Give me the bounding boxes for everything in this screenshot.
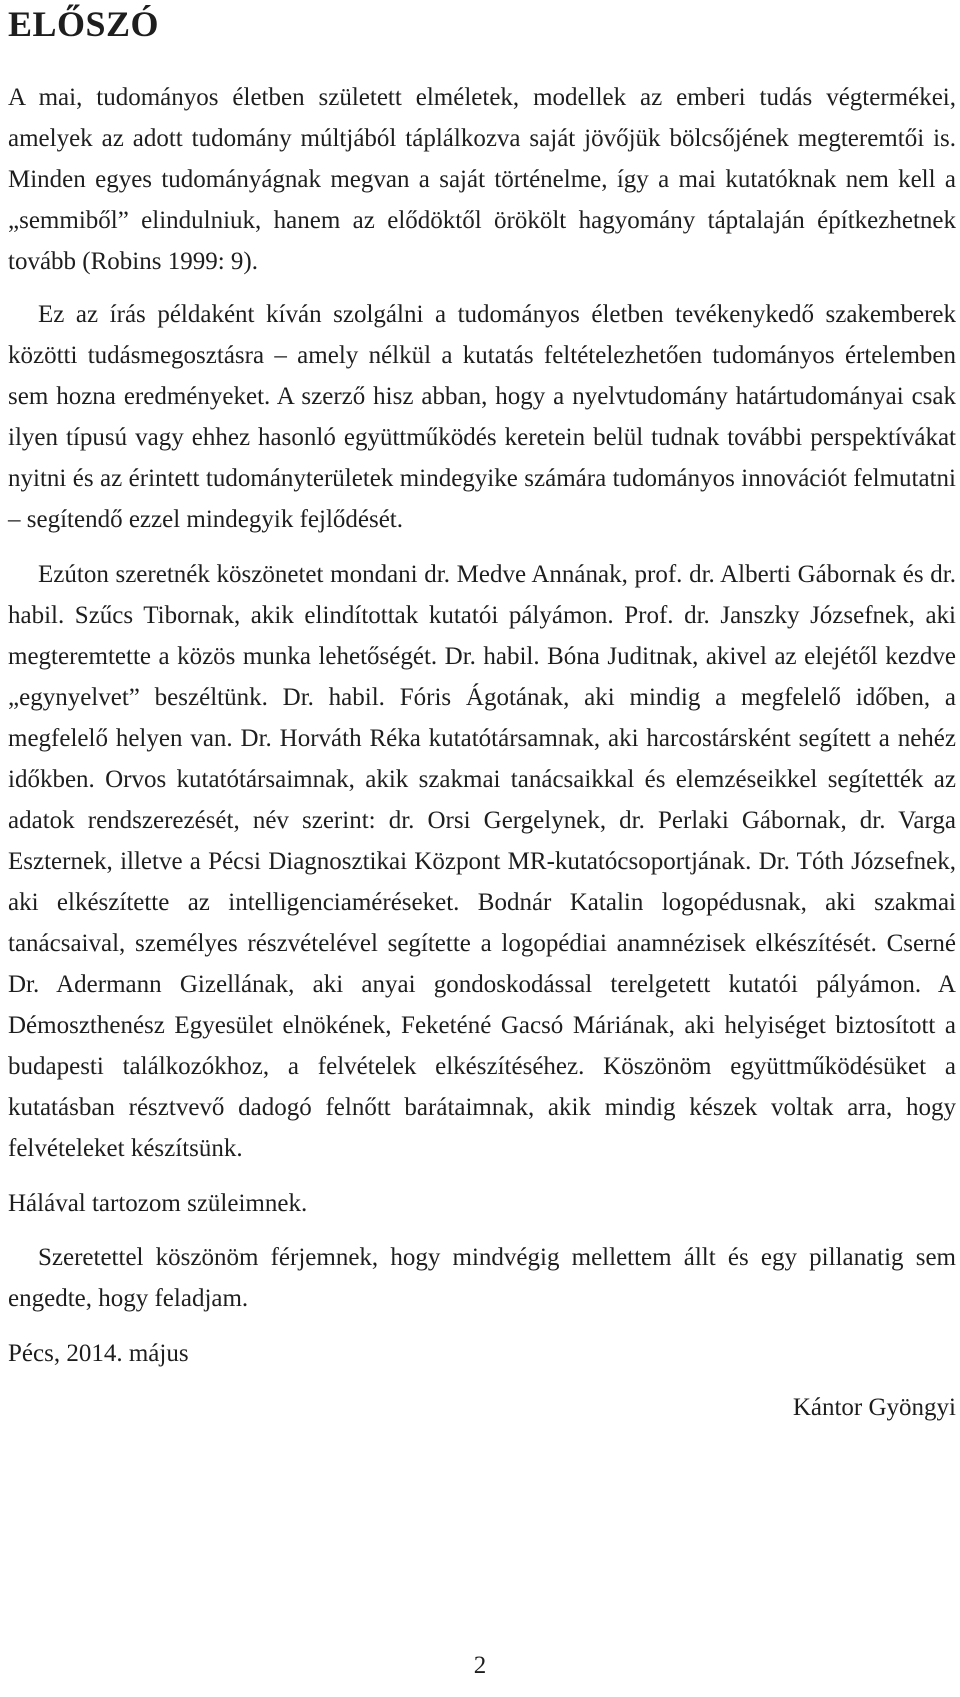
paragraph-purpose: Ez az írás példaként kíván szolgálni a tudományos életben tevékenykedő szakemberek közötti tudásmegosztásra – amely nélkül a kutatás feltételezhetően tudományos értelemben sem hozna eredményeket. A szerző hisz abban, hogy a nyelvtudomány határtudományai csak ilyen típusú vagy ehhez hasonló együttműködés keretein belül tudnak további perspektívákat nyitni és az érintett tudományterületek mindegyike számára tudományos innovációt felmutatni – segítendő ezzel mindegyik fejlődését.: [8, 301, 956, 533]
page-title: ELŐSZÓ: [8, 4, 160, 44]
document-page: [8, 0, 956, 1428]
page-number: 2: [473, 1652, 487, 1679]
author-signature: Kántor Gyöngyi: [792, 1394, 956, 1421]
paragraph-parents: Hálával tartozom szüleimnek.: [8, 1190, 308, 1217]
paragraph-intro: A mai, tudományos életben született elméletek, modellek az emberi tudás végtermékei, amelyek az adott tudomány múltjából táplálkozva saját jövőjük bölcsőjének megteremtői is. Minden egyes tudományágnak megvan a saját történelme, így a mai kutatóknak nem kell a „semmiből” elindulniuk, hanem az elődöktől örökölt hagyomány táptalaján építkezhetnek tovább (Robins 1999: 9).: [8, 84, 956, 275]
paragraph-husband: Szeretettel köszönöm férjemnek, hogy mindvégig mellettem állt és egy pillanatig sem engedte, hogy feladjam.: [8, 1244, 956, 1312]
paragraph-acknowledgements: Ezúton szeretnék köszönetet mondani dr. Medve Annának, prof. dr. Alberti Gábornak és dr. habil. Szűcs Tibornak, akik elindítottak kutatói pályámon. Prof. dr. Janszky Józsefnek, aki megteremtette a közös munka lehetőségét. Dr. habil. Bóna Juditnak, akivel az elejétől kezdve „egynyelvet” beszéltünk. Dr. habil. Fóris Ágotának, aki mindig a megfelelő időben, a megfelelő helyen van. Dr. Horváth Réka kutatótársamnak, aki harcostársként segített a nehéz időkben. Orvos kutatótársaimnak, akik szakmai tanácsaikkal és elemzéseikkel segítették az adatok rendszerezését, név szerint: dr. Orsi Gergelynek, dr. Perlaki Gábornak, dr. Varga Eszternek, illetve a Pécsi Diagnosztikai Központ MR-kutatócsoportjának. Dr. Tóth Józsefnek, aki elkészítette az intelligenciaméréseket. Bodnár Katalin logopédusnak, aki szakmai tanácsaival, személyes részvételével segítette a logopédiai anamnézisek elkészítését. Cserné Dr. Adermann Gizellának, aki anyai gondoskodással terelgetett kutatói pályámon. A Démoszthenész Egyesület elnökének, Feketéné Gacsó Máriának, aki helyiséget biztosított a budapesti találkozókhoz, a felvételek elkészítéséhez. Köszönöm együttműködésüket a kutatásban résztvevő dadogó felnőtt barátaimnak, akik mindig készek voltak arra, hogy felvételeket készítsünk.: [8, 561, 956, 1162]
place-and-date: Pécs, 2014. május: [8, 1340, 189, 1367]
